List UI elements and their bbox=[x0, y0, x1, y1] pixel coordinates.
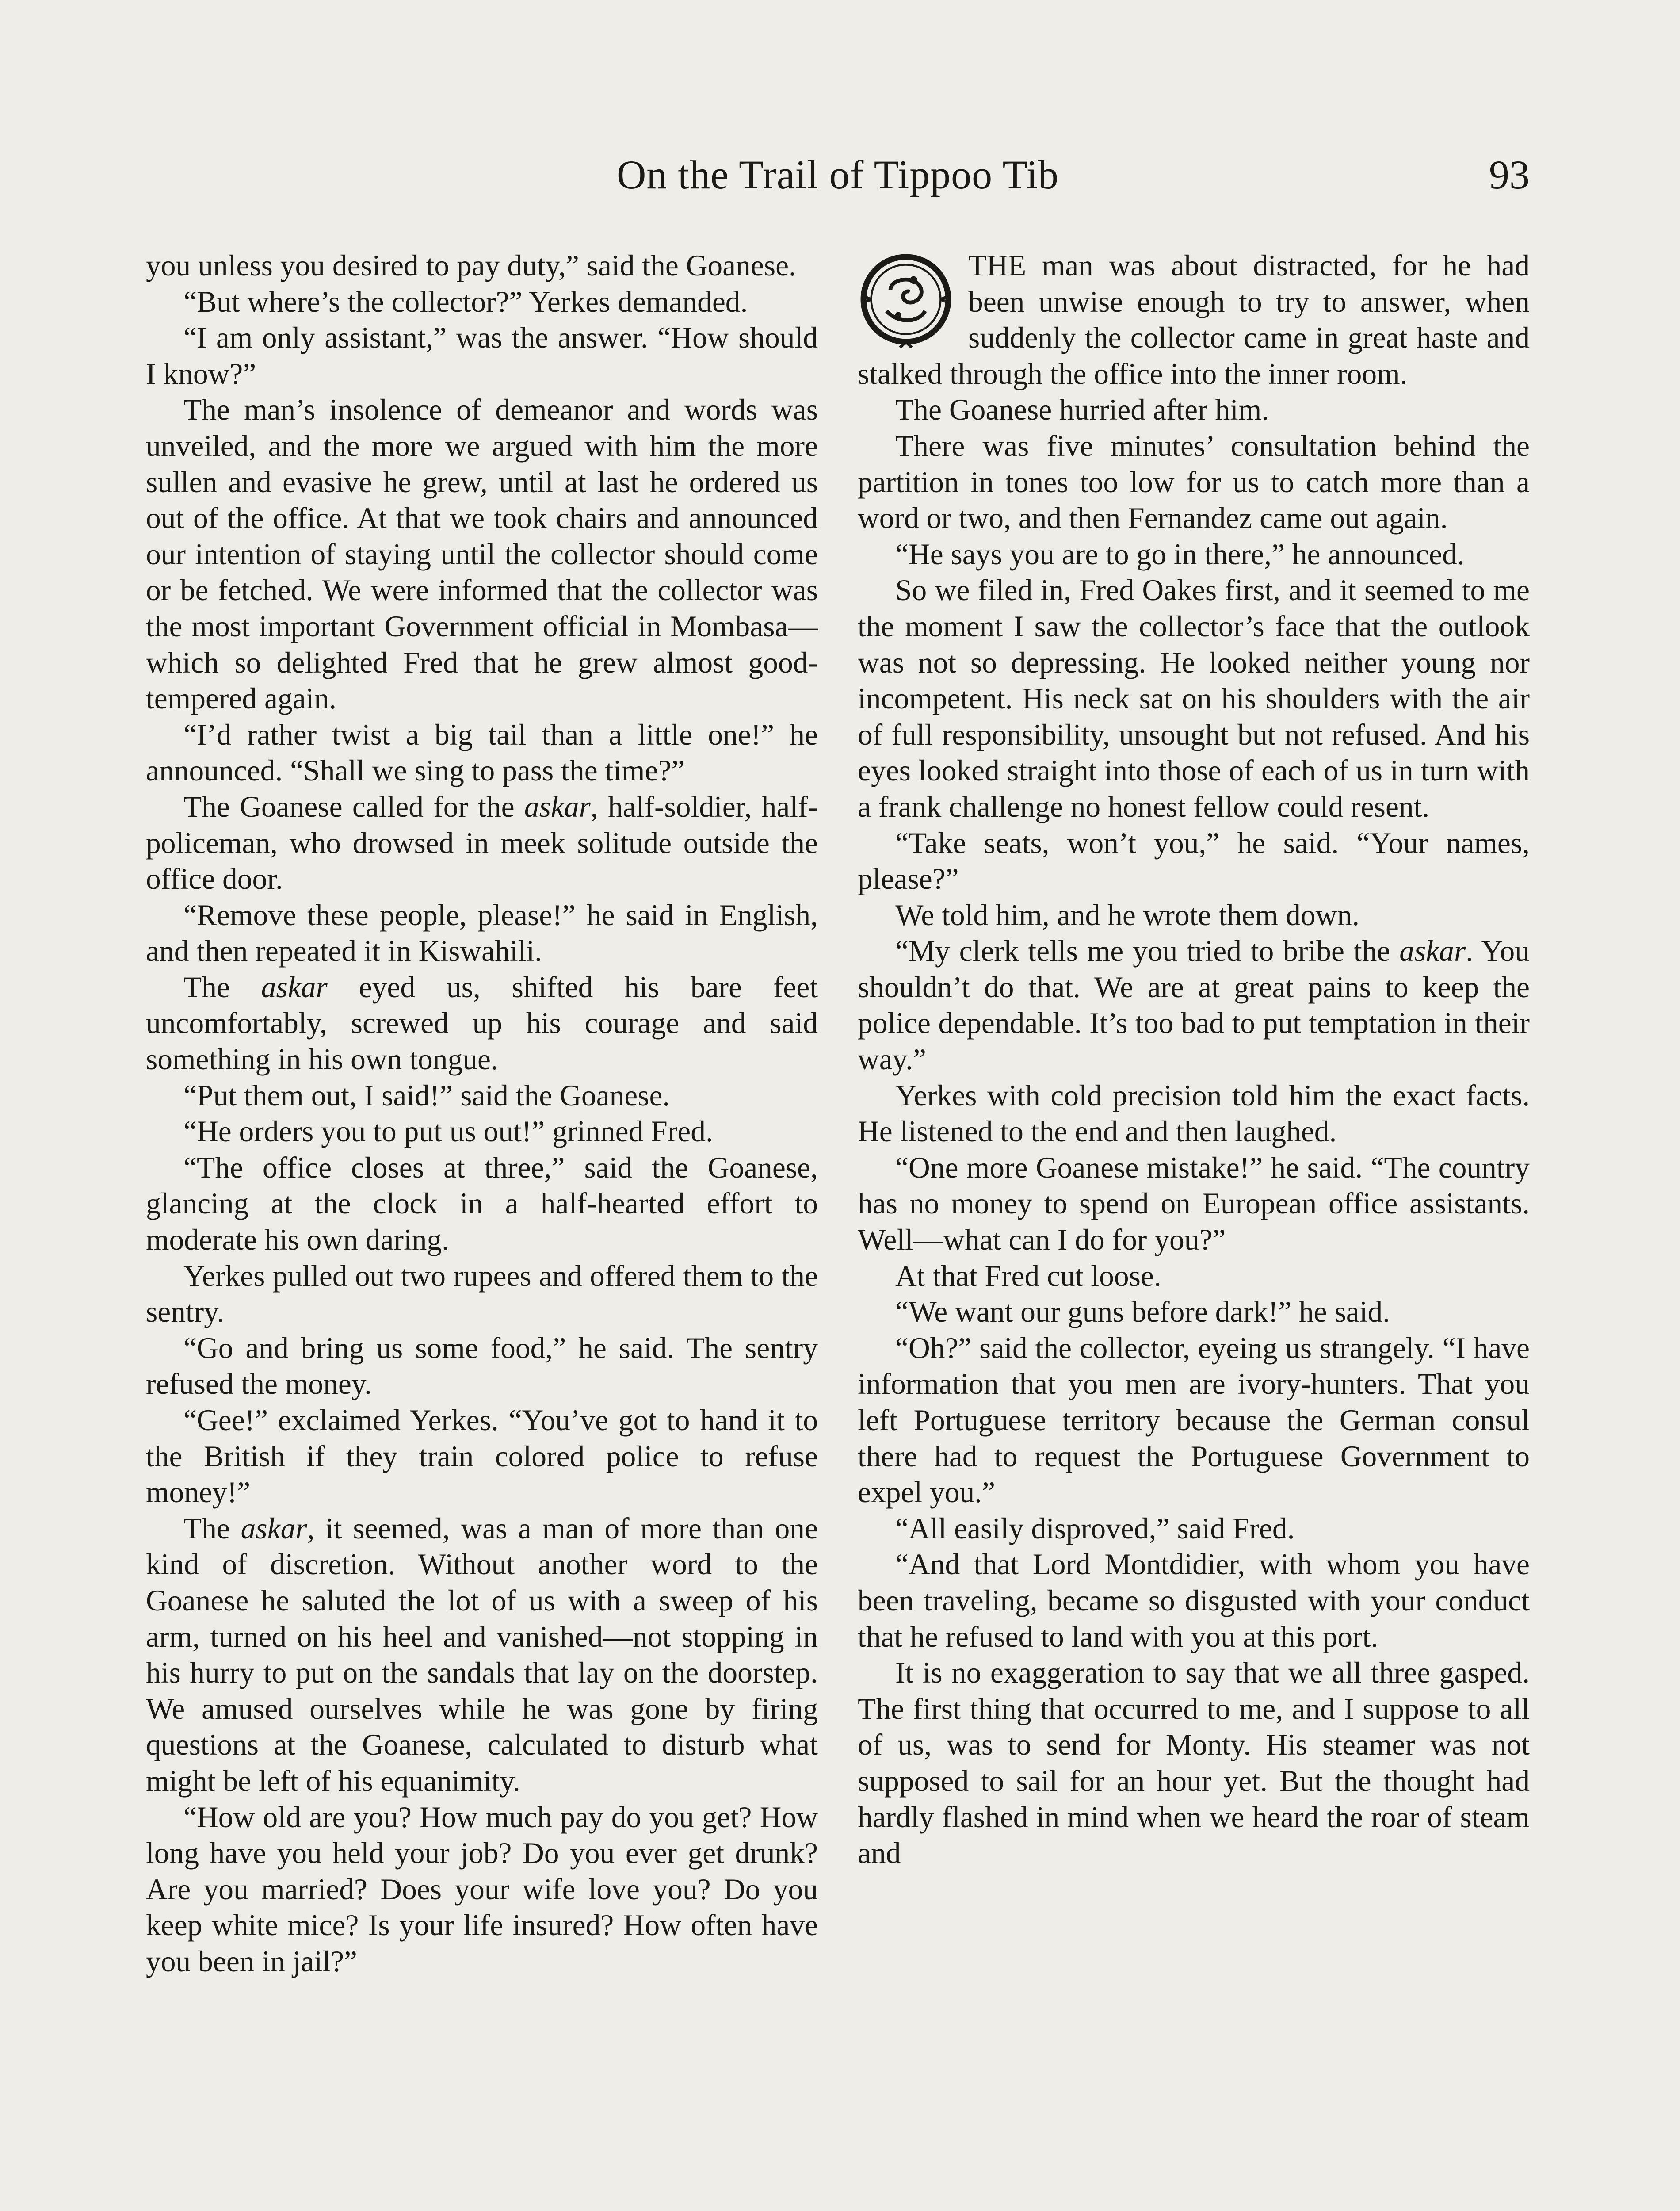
paragraph: The Goanese hurried after him. bbox=[895, 393, 1269, 427]
paragraph: “One more Goanese mistake!” he said. “The country has no money to spend on European office assistants. Well—what can I do for you?” bbox=[858, 1151, 1530, 1257]
paragraph: The askar eyed us, shifted his bare feet uncomfortably, screwed up his courage and said something in his own tongue. bbox=[146, 970, 818, 1076]
paragraph-text: THE man was about distracted, for he had been unwise enough to try to answer, when suddenly the collector came in great haste and stalked through the office into the inner room. bbox=[858, 249, 1530, 390]
paragraph: The Goanese called for the askar, half-soldier, half-policeman, who drowsed in meek solitude outside the office door. bbox=[146, 790, 818, 896]
paragraph: “He orders you to put us out!” grinned Fred. bbox=[183, 1115, 713, 1148]
paragraph: “How old are you? How much pay do you get? How long have you held your job? Do you ever get drunk? Are you married? Does your wife love you? Do you keep white mice? Is your life insured? How often have you been in jail?” bbox=[146, 1800, 818, 1978]
paragraph: It is no exaggeration to say that we all three gasped. The first thing that occurred to me, and I suppose to all of us, was to send for Monty. His steamer was not supposed to sail for an hour yet. But the thought had hardly flashed in mind when we heard the roar of steam and bbox=[858, 1656, 1530, 1870]
paragraph: “I am only assistant,” was the answer. “How should I know?” bbox=[146, 321, 818, 390]
left-column bbox=[146, 248, 818, 1980]
paragraph: We told him, and he wrote them down. bbox=[895, 898, 1359, 932]
paragraph: There was five minutes’ consultation behind the partition in tones too low for us to catch more than a word or two, and then Fernandez came out again. bbox=[858, 429, 1530, 535]
paragraph: The man’s insolence of demeanor and words was unveiled, and the more we argued with him the more sullen and evasive he grew, until at last he ordered us out of the office. At that we took chairs and announced our intention of staying until the collector should come or be fetched. We were informed that the collector was the most important Government official in Mombasa—which so delighted Fred that he grew almost good-tempered again. bbox=[146, 393, 818, 715]
paragraph: Yerkes with cold precision told him the exact facts. He listened to the end and then laughed. bbox=[858, 1079, 1530, 1148]
right-column bbox=[858, 248, 1530, 1871]
paragraph: “I’d rather twist a big tail than a little one!” he announced. “Shall we sing to pass the time?” bbox=[146, 718, 818, 788]
paragraph: “Remove these people, please!” he said in English, and then repeated it in Kiswahili. bbox=[146, 898, 818, 968]
paragraph: The askar, it seemed, was a man of more than one kind of discretion. Without another word to the Goanese he saluted the lot of us with a sweep of his arm, turned on his heel and vanished—not stopping in his hurry to put on the sandals that lay on the doorstep. We amused ourselves while he was gone by firing questions at the Goanese, calculated to disturb what might be left of his equanimity. bbox=[146, 1511, 818, 1798]
paragraph: “Go and bring us some food,” he said. The sentry refused the money. bbox=[146, 1331, 818, 1401]
running-title: On the Trail of Tippoo Tib bbox=[616, 152, 1059, 197]
paragraph: “Take seats, won’t you,” he said. “Your names, please?” bbox=[858, 826, 1530, 896]
paragraph: “Gee!” exclaimed Yerkes. “You’ve got to hand it to the British if they train colored police to refuse money!” bbox=[146, 1404, 818, 1509]
paragraph: “We want our guns before dark!” he said. bbox=[895, 1295, 1390, 1329]
page-number: 93 bbox=[1489, 152, 1530, 197]
paragraph: “My clerk tells me you tried to bribe the askar. You shouldn’t do that. We are at great pains to keep the police dependable. It’s too bad to put temptation in their way.” bbox=[858, 934, 1530, 1076]
paragraph: “He says you are to go in there,” he announced. bbox=[895, 537, 1465, 571]
page-header bbox=[146, 146, 1530, 203]
paragraph: “But where’s the collector?” Yerkes demanded. bbox=[183, 285, 748, 318]
paragraph: “Oh?” said the collector, eyeing us strangely. “I have information that you men are ivory-hunters. That you left Portuguese territory because the German consul there had to request the Portuguese Government to expel you.” bbox=[858, 1331, 1530, 1509]
paragraph: At that Fred cut loose. bbox=[895, 1259, 1161, 1293]
paragraph-with-drop-cap bbox=[858, 248, 1530, 392]
paragraph: “All easily disproved,” said Fred. bbox=[895, 1511, 1295, 1545]
paragraph: So we filed in, Fred Oakes first, and it seemed to me the moment I saw the collector’s face that the outlook was not so depressing. He looked neither young nor incompetent. His neck sat on his shoulders with the air of full responsibility, unsought but not refused. And his eyes looked straight into those of each of us in turn with a frank challenge no honest fellow could resent. bbox=[858, 574, 1530, 823]
paragraph: “The office closes at three,” said the Goanese, glancing at the clock in a half-hearted effort to moderate his own daring. bbox=[146, 1151, 818, 1257]
paragraph: “And that Lord Montdidier, with whom you have been traveling, became so disgusted with your conduct that he refused to land with you at this port. bbox=[858, 1548, 1530, 1653]
paragraph: “Put them out, I said!” said the Goanese. bbox=[183, 1079, 670, 1112]
paragraph: Yerkes pulled out two rupees and offered them to the sentry. bbox=[146, 1259, 818, 1329]
ornamental-drop-cap-icon bbox=[858, 251, 954, 348]
paragraph: you unless you desired to pay duty,” said the Goanese. bbox=[146, 249, 796, 282]
